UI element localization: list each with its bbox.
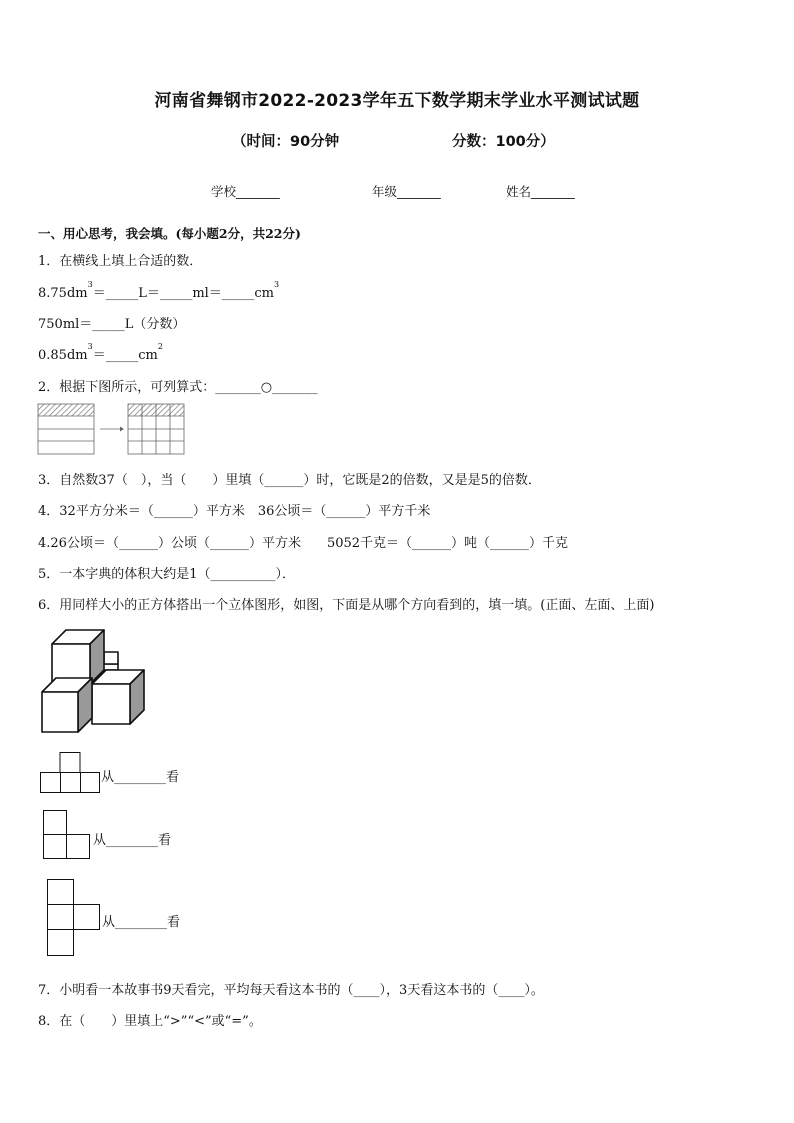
q1-line1-start: 8.75dm [38, 286, 88, 301]
question-8: 8．在（ ）里填上“>”“<”或“=”。 [38, 1014, 262, 1029]
cube-stack-figure [38, 626, 148, 736]
q1-line1-sup-a: 3 [87, 280, 93, 289]
question-3: 3．自然数37（ ），当（ ）里填（______）时，它既是2的倍数，又是是5的倍数． [38, 473, 541, 488]
question-1-line-3 [38, 344, 163, 363]
school-field: 学校_______ [211, 184, 280, 199]
question-6: 6．用同样大小的正方体搭出一个立体图形，如图，下面是从哪个方向看到的，填一填。(正面、左面、上面) [38, 598, 655, 613]
section-heading: 一、用心思考，我会填。(每小题2分，共22分) [38, 226, 301, 241]
question-4-line-2: 4.26公顷＝（______）公顷（______）平方米 5052千克＝（______）吨（______）千克 [38, 536, 569, 551]
fraction-figure [38, 404, 188, 456]
view-answer-2: 从________看 [93, 833, 172, 848]
q1-line1-rest: ＝_____L＝_____ml＝_____cm [92, 286, 274, 301]
question-7: 7．小明看一本故事书9天看完，平均每天看这本书的（____），3天看这本书的（____）。 [38, 983, 544, 998]
view-answer-3: 从________看 [102, 915, 181, 930]
view-answer-1: 从________看 [101, 770, 180, 785]
view-figure-2 [43, 810, 91, 860]
left-rectangle [38, 404, 94, 454]
q1-line3-sup-b: 2 [157, 342, 163, 351]
question-2: 2．根据下图所示，可列算式：_______○_______ [38, 380, 318, 395]
question-1-line-1 [38, 282, 279, 301]
q1-line3-rest: ＝_____cm [92, 348, 158, 363]
q1-line3-start: 0.85dm [38, 348, 88, 363]
q1-line3-sup-a: 3 [87, 342, 93, 351]
right-rectangle [128, 404, 184, 454]
question-1-line-2: 750ml＝_____L（分数） [38, 317, 186, 332]
exam-time: （时间：90分钟 [232, 134, 340, 150]
page-title: 河南省舞钢市2022-2023学年五下数学期末学业水平测试试题 [154, 91, 640, 111]
q1-line1-sup-b: 3 [273, 280, 280, 289]
question-4-line-1: 4．32平方分米＝（______）平方米 36公顷＝（______）平方千米 [38, 504, 431, 519]
name-field: 姓名_______ [506, 184, 575, 199]
question-1: 1．在横线上填上合适的数． [38, 254, 203, 269]
exam-score: 分数：100分） [452, 134, 555, 150]
grade-field: 年级_______ [372, 184, 441, 199]
question-5: 5．一本字典的体积大约是1（__________）． [38, 567, 296, 582]
arrow-icon [100, 427, 124, 432]
view-figure-1 [40, 752, 100, 794]
view-figure-3 [47, 879, 101, 957]
